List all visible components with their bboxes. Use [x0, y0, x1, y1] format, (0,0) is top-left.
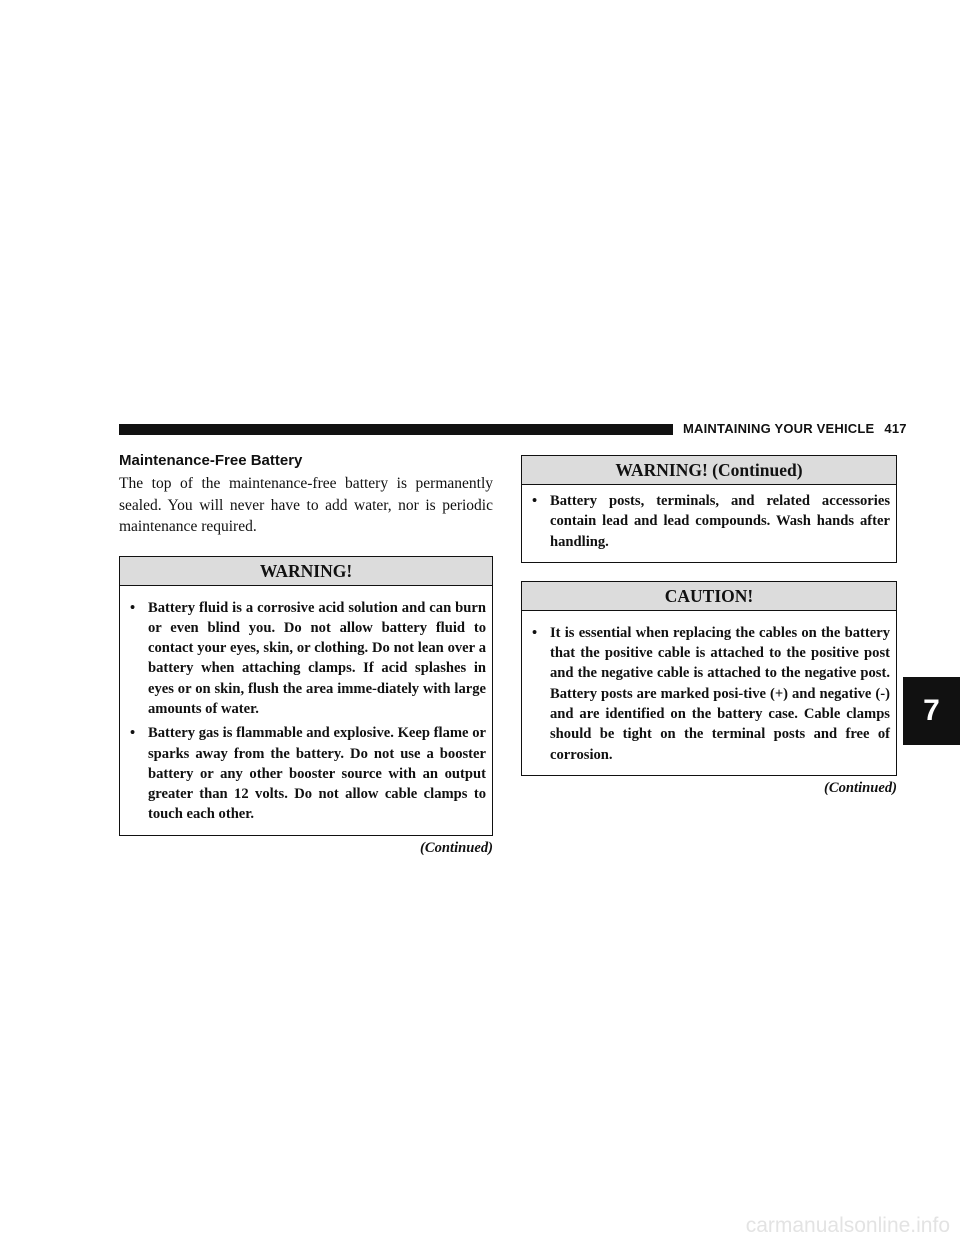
bullet-dot: •: [532, 493, 538, 509]
warning-continued-heading: WARNING! (Continued): [522, 456, 896, 485]
caution-box: [521, 581, 897, 776]
warning-bullet: [126, 598, 486, 720]
caution-body: [522, 611, 896, 775]
continued-label: (Continued): [420, 839, 493, 856]
continued-label: (Continued): [824, 779, 897, 796]
right-column: [521, 455, 897, 797]
warning-heading: WARNING!: [120, 557, 492, 586]
warning-body: [120, 586, 492, 835]
warning-continued-body: [522, 485, 896, 562]
bullet-text: Battery posts, terminals, and related accessories contain lead and lead compounds. Wash hands after handling.: [550, 493, 890, 550]
bullet-text: It is essential when replacing the cables on the battery that the positive cable is attached to the positive post and the negative cable is attached to the negative post. Battery posts are marked posi-tive (+) and negative (-) and are identified on the battery case. Cable clamps should be tight on the terminal posts and free of corrosion.: [550, 624, 890, 763]
bullet-dot: •: [532, 624, 538, 641]
warning-bullet: [528, 491, 890, 552]
intro-paragraph: The top of the maintenance-free battery is permanently sealed. You will never have to add water, nor is periodic maintenance required.: [119, 475, 493, 535]
warning-bullet: [126, 723, 486, 824]
bullet-dot: •: [130, 725, 136, 742]
running-header: [683, 421, 907, 436]
bullet-dot: •: [130, 599, 136, 616]
bullet-text: Battery fluid is a corrosive acid solution and can burn or even blind you. Do not allow battery fluid to contact your eyes, skin, or clothing. Do not lean over a battery when attaching clamps. If acid splashes in eyes or on skin, flush the area imme-diately with large amounts of water.: [148, 599, 486, 717]
chapter-tab: 7: [903, 677, 960, 745]
caution-bullet: [528, 623, 890, 765]
bullet-text: Battery gas is flammable and explosive. Keep flame or sparks away from the battery. Do not use a booster battery or any other booster source with an output greater than 12 volts. Do not allow cable clamps to touch each other.: [148, 725, 486, 823]
section-name: MAINTAINING YOUR VEHICLE: [683, 421, 875, 436]
left-column: [119, 452, 493, 857]
header-rule: [119, 424, 673, 435]
section-title: Maintenance-Free Battery: [119, 452, 303, 469]
warning-box: [119, 556, 493, 836]
site-watermark: carmanualsonline.info: [745, 1214, 950, 1237]
warning-continued-box: [521, 455, 897, 563]
page-number: 417: [884, 421, 907, 436]
caution-heading: CAUTION!: [522, 582, 896, 611]
